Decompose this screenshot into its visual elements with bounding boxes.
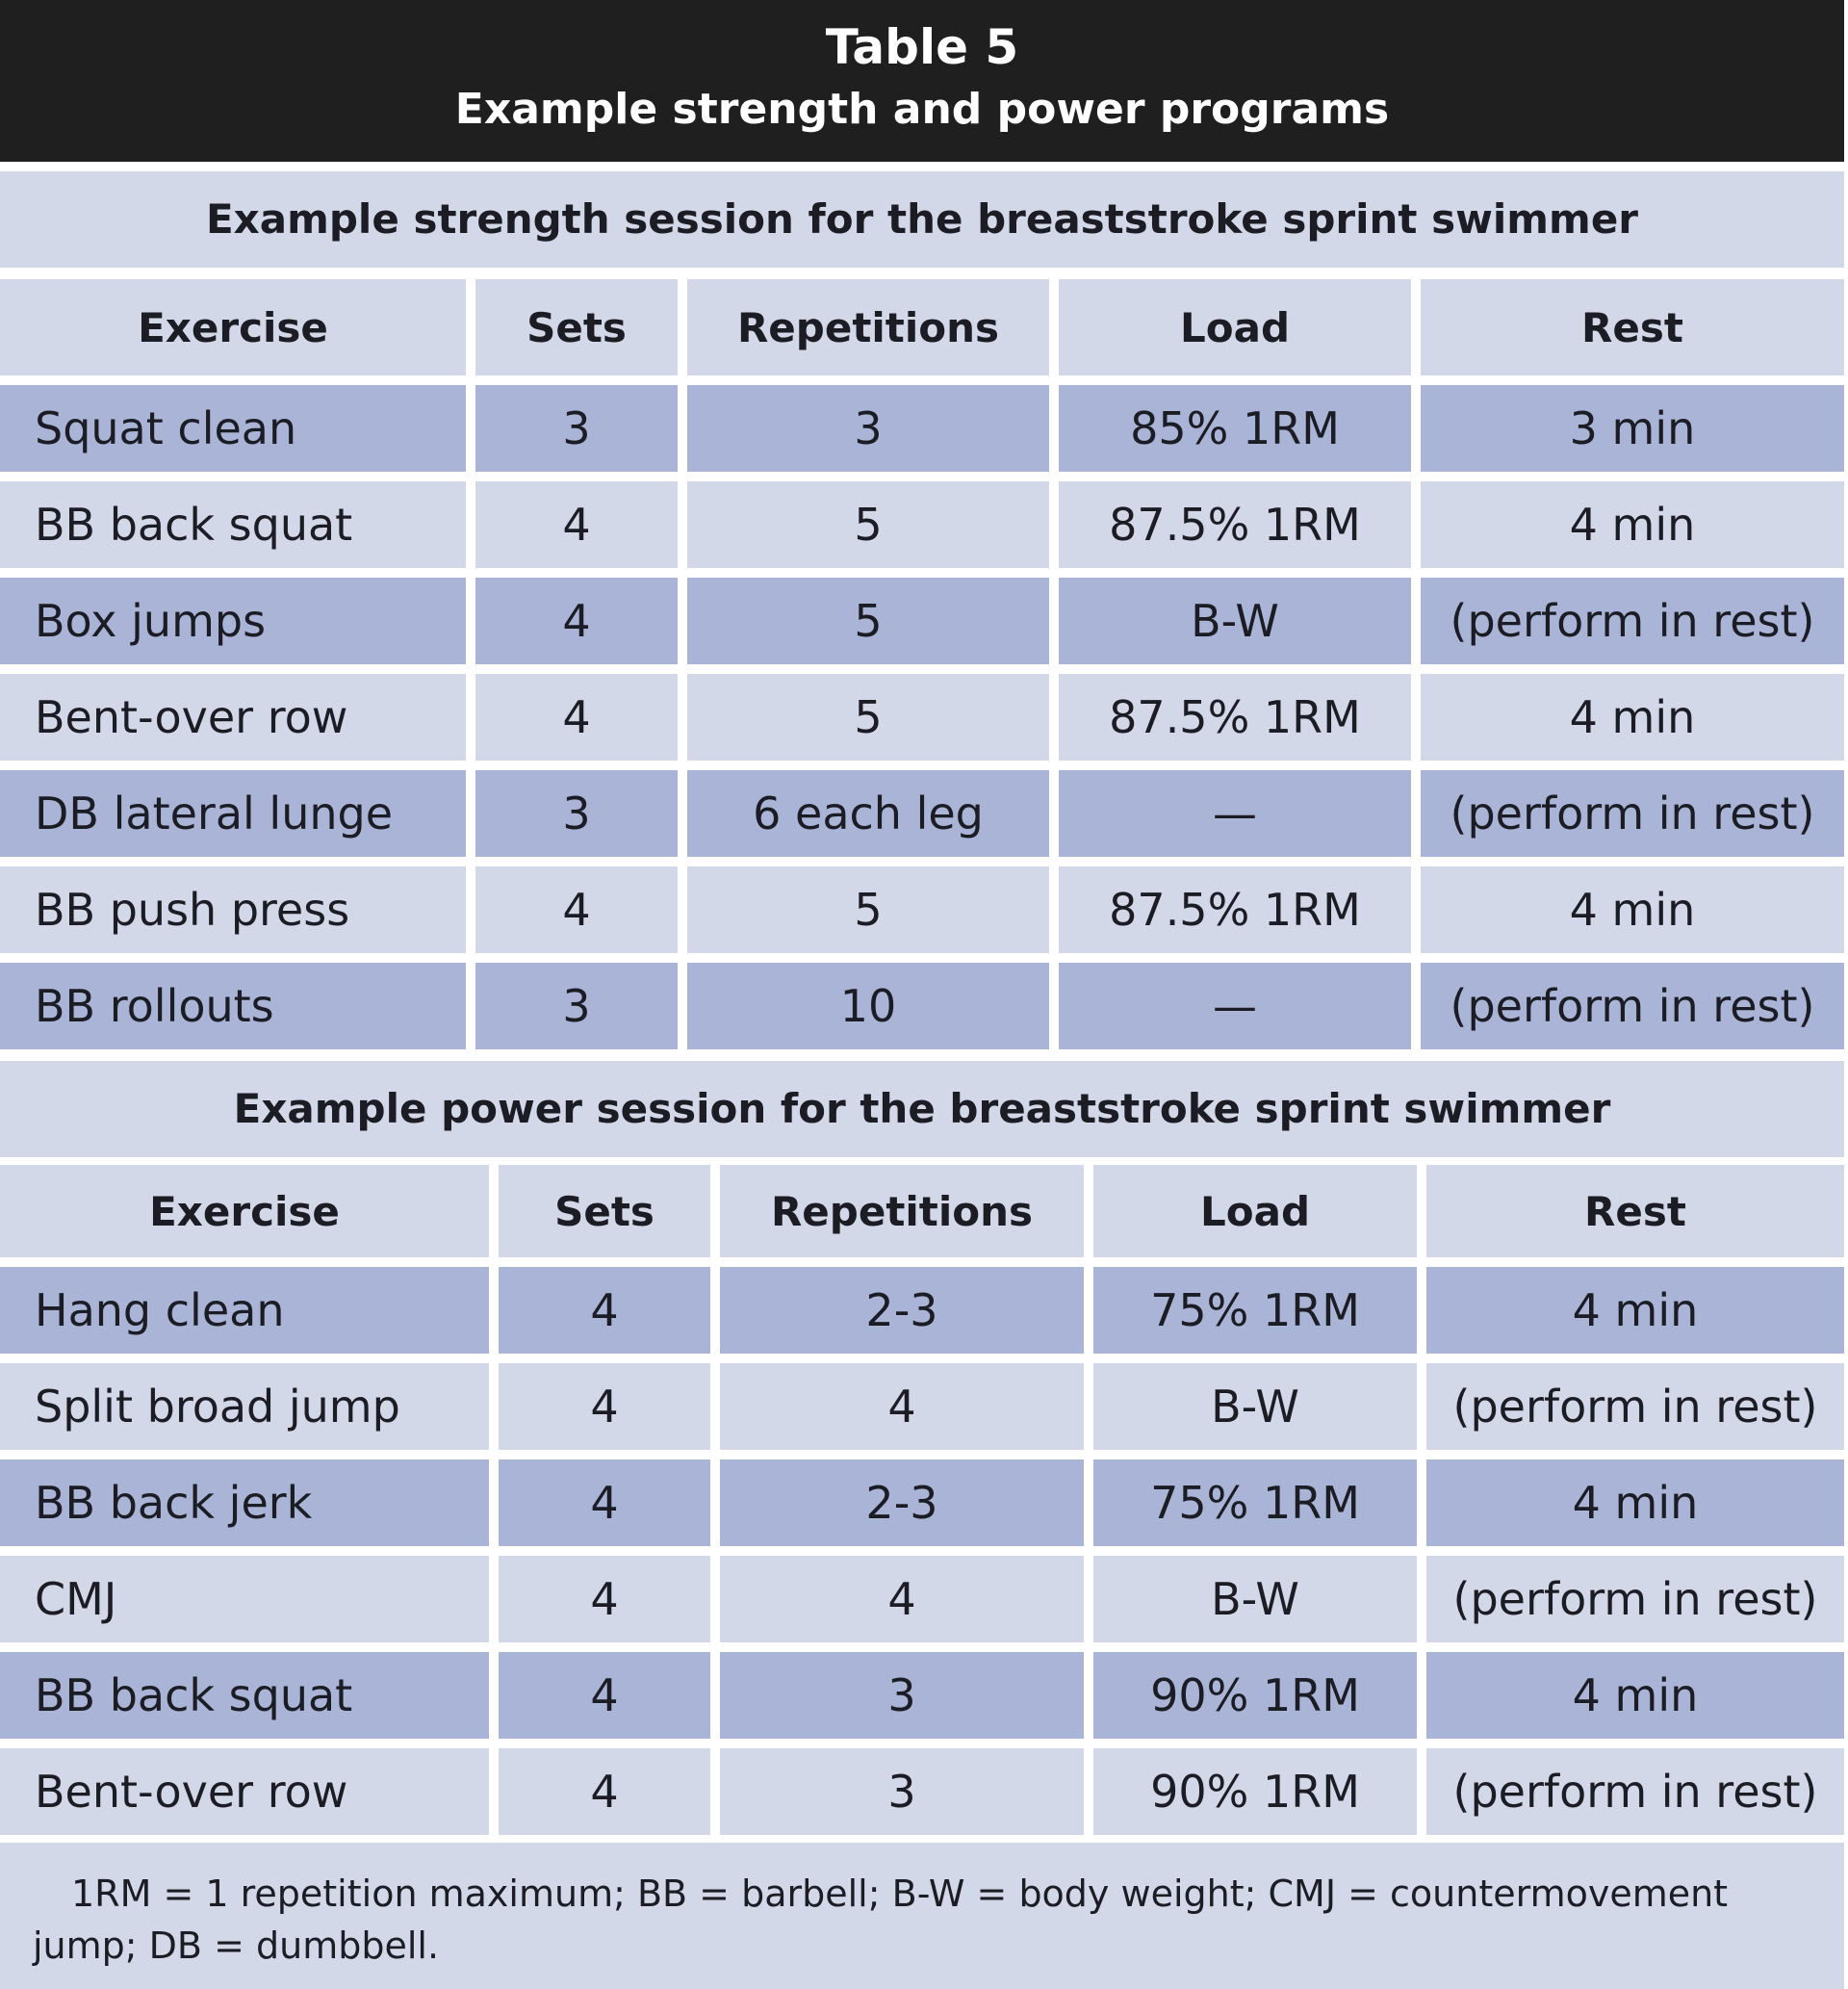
- table-title-bar: [0, 0, 1844, 162]
- cell-rest: 3 min: [1421, 385, 1844, 472]
- column-header-repetitions: Repetitions: [720, 1165, 1084, 1257]
- column-header-rest: Rest: [1421, 279, 1844, 375]
- cell-repetitions: 4: [720, 1363, 1084, 1450]
- cell-sets: 4: [499, 1363, 710, 1450]
- cell-exercise: BB back squat: [0, 481, 466, 568]
- power-session-table: [0, 1165, 1844, 1837]
- cell-sets: 4: [499, 1748, 710, 1835]
- column-header-repetitions: Repetitions: [687, 279, 1049, 375]
- cell-repetitions: 5: [687, 578, 1049, 664]
- cell-rest: (perform in rest): [1426, 1748, 1844, 1835]
- power-header-row: [0, 1165, 1844, 1257]
- power-session-heading: Example power session for the breaststroke sprint swimmer: [0, 1061, 1844, 1157]
- cell-rest: (perform in rest): [1421, 963, 1844, 1049]
- column-header-exercise: Exercise: [0, 1165, 489, 1257]
- cell-load: 75% 1RM: [1093, 1267, 1417, 1354]
- cell-load: —: [1059, 963, 1411, 1049]
- table-footnote: 1RM = 1 repetition maximum; BB = barbell; B-W = body weight; CMJ = countermovement jump; DB = dumbbell.: [0, 1843, 1844, 1989]
- cell-exercise: BB back jerk: [0, 1459, 489, 1546]
- cell-sets: 4: [499, 1459, 710, 1546]
- table-row: [0, 385, 1844, 472]
- cell-sets: 3: [475, 385, 678, 472]
- cell-sets: 3: [475, 963, 678, 1049]
- cell-sets: 4: [475, 674, 678, 761]
- cell-load: 90% 1RM: [1093, 1748, 1417, 1835]
- cell-repetitions: 6 each leg: [687, 770, 1049, 857]
- strength-header-row: [0, 279, 1844, 375]
- cell-rest: 4 min: [1426, 1267, 1844, 1354]
- table-row: [0, 770, 1844, 857]
- cell-load: 87.5% 1RM: [1059, 866, 1411, 953]
- cell-rest: 4 min: [1421, 674, 1844, 761]
- cell-load: —: [1059, 770, 1411, 857]
- column-header-rest: Rest: [1426, 1165, 1844, 1257]
- cell-rest: (perform in rest): [1426, 1363, 1844, 1450]
- table-row: [0, 1556, 1844, 1642]
- table-row: [0, 1748, 1844, 1835]
- cell-sets: 4: [499, 1267, 710, 1354]
- table-row: [0, 674, 1844, 761]
- cell-rest: 4 min: [1421, 481, 1844, 568]
- table-row: [0, 1267, 1844, 1354]
- cell-repetitions: 5: [687, 866, 1049, 953]
- cell-load: B-W: [1093, 1556, 1417, 1642]
- cell-rest: 4 min: [1426, 1652, 1844, 1739]
- column-header-load: Load: [1093, 1165, 1417, 1257]
- table-title: Table 5: [825, 19, 1019, 75]
- cell-rest: (perform in rest): [1421, 578, 1844, 664]
- cell-load: B-W: [1059, 578, 1411, 664]
- cell-exercise: BB rollouts: [0, 963, 466, 1049]
- cell-sets: 4: [475, 866, 678, 953]
- cell-rest: 4 min: [1426, 1459, 1844, 1546]
- column-header-sets: Sets: [475, 279, 678, 375]
- column-header-exercise: Exercise: [0, 279, 466, 375]
- cell-repetitions: 2-3: [720, 1267, 1084, 1354]
- table-subtitle: Example strength and power programs: [454, 85, 1390, 134]
- cell-repetitions: 3: [720, 1748, 1084, 1835]
- cell-exercise: Hang clean: [0, 1267, 489, 1354]
- cell-exercise: Bent-over row: [0, 1748, 489, 1835]
- cell-exercise: BB back squat: [0, 1652, 489, 1739]
- cell-load: 85% 1RM: [1059, 385, 1411, 472]
- table-row: [0, 866, 1844, 953]
- cell-repetitions: 3: [720, 1652, 1084, 1739]
- cell-exercise: CMJ: [0, 1556, 489, 1642]
- strength-session-table: [0, 279, 1844, 1055]
- cell-exercise: DB lateral lunge: [0, 770, 466, 857]
- cell-load: 90% 1RM: [1093, 1652, 1417, 1739]
- cell-exercise: Bent-over row: [0, 674, 466, 761]
- strength-session-heading: Example strength session for the breaststroke sprint swimmer: [0, 171, 1844, 268]
- cell-rest: 4 min: [1421, 866, 1844, 953]
- cell-repetitions: 5: [687, 481, 1049, 568]
- cell-load: B-W: [1093, 1363, 1417, 1450]
- table-row: [0, 578, 1844, 664]
- cell-sets: 3: [475, 770, 678, 857]
- cell-sets: 4: [499, 1652, 710, 1739]
- table-row: [0, 963, 1844, 1049]
- cell-repetitions: 2-3: [720, 1459, 1084, 1546]
- table-row: [0, 1652, 1844, 1739]
- cell-repetitions: 5: [687, 674, 1049, 761]
- column-header-load: Load: [1059, 279, 1411, 375]
- cell-repetitions: 4: [720, 1556, 1084, 1642]
- cell-exercise: Split broad jump: [0, 1363, 489, 1450]
- cell-load: 87.5% 1RM: [1059, 674, 1411, 761]
- cell-sets: 4: [475, 578, 678, 664]
- cell-load: 87.5% 1RM: [1059, 481, 1411, 568]
- cell-exercise: Squat clean: [0, 385, 466, 472]
- table-row: [0, 1459, 1844, 1546]
- cell-rest: (perform in rest): [1426, 1556, 1844, 1642]
- cell-sets: 4: [475, 481, 678, 568]
- table-row: [0, 1363, 1844, 1450]
- cell-sets: 4: [499, 1556, 710, 1642]
- cell-repetitions: 10: [687, 963, 1049, 1049]
- cell-exercise: Box jumps: [0, 578, 466, 664]
- cell-exercise: BB push press: [0, 866, 466, 953]
- cell-load: 75% 1RM: [1093, 1459, 1417, 1546]
- cell-repetitions: 3: [687, 385, 1049, 472]
- cell-rest: (perform in rest): [1421, 770, 1844, 857]
- table-row: [0, 481, 1844, 568]
- column-header-sets: Sets: [499, 1165, 710, 1257]
